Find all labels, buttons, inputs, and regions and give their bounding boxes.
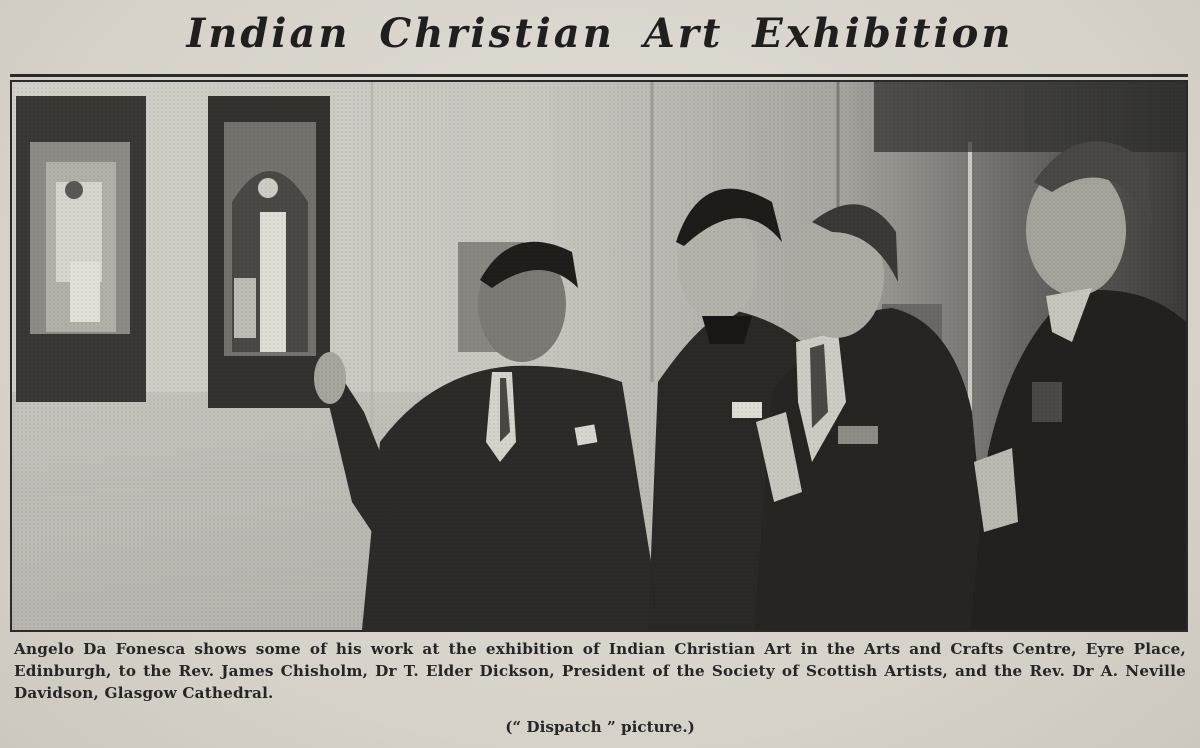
news-photograph: [10, 80, 1188, 632]
photo-credit: (“ Dispatch ” picture.): [505, 718, 695, 736]
headline: Indian Christian Art Exhibition: [186, 10, 1014, 57]
headline-rule: [10, 74, 1188, 77]
photo-caption: Angelo Da Fonesca shows some of his work at the exhibition of Indian Christian Art in the Arts and Crafts Centre, Eyre Place, Edinburgh, to the Rev. James Chisholm, Dr T. Elder Dickson, President of the Society of Scottish Artists, and the Rev. Dr A. Neville Davidson, Glasgow Cathedral.: [14, 640, 1186, 702]
